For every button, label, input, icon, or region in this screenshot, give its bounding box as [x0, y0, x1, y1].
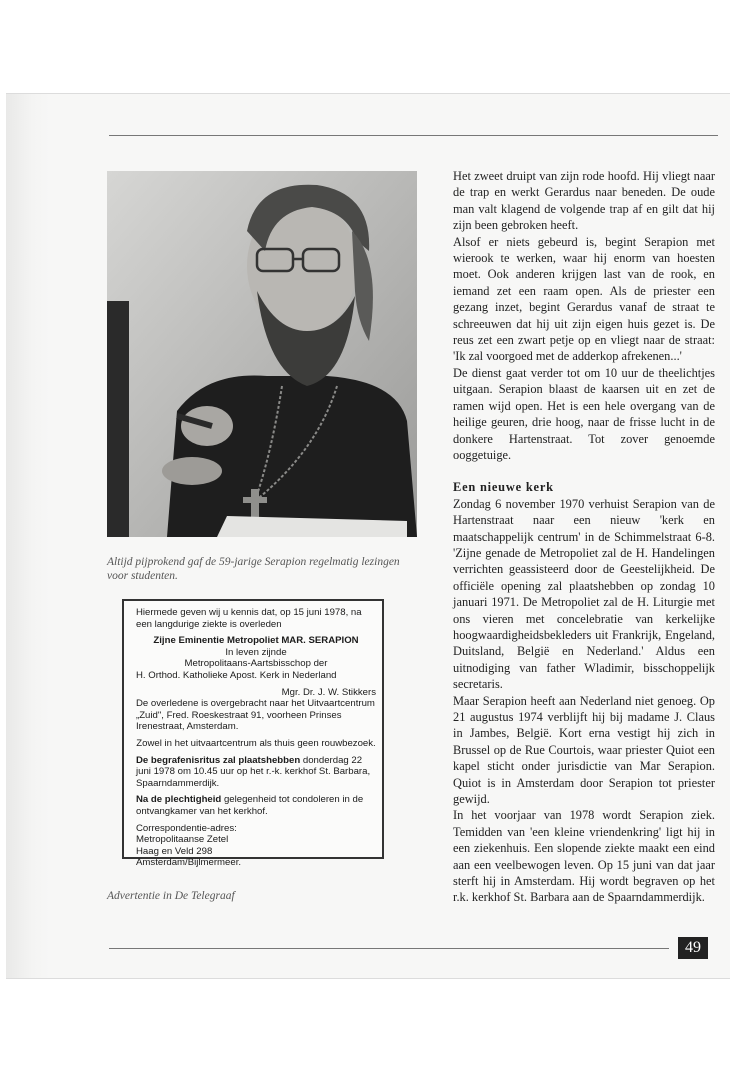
section-heading: Een nieuwe kerk — [453, 480, 554, 495]
ad-funeral-bold: De begrafenisritus zal plaatshebben — [136, 754, 301, 766]
advertisement-caption: Advertentie in De Telegraaf — [107, 890, 235, 902]
bottom-rule — [109, 948, 669, 949]
ad-title-1: In leven zijnde — [225, 646, 287, 658]
book-page — [6, 93, 730, 979]
ad-condolence-rest: gelegenheid tot condoleren in de ontvangkamer van het kerkhof. — [136, 794, 364, 817]
ad-name: Zijne Eminentie Metropoliet MAR. SERAPION — [153, 635, 359, 647]
ad-title-3: H. Orthod. Katholieke Apost. Kerk in Nederland — [136, 669, 337, 681]
ad-intro: Hiermede geven wij u kennis dat, op 15 juni 1978, na een langdurige ziekte is overleden — [136, 607, 362, 630]
ad-corr-2: Haag en Veld 298 — [136, 845, 213, 857]
top-rule — [109, 135, 718, 136]
article-paragraph-3: De dienst gaat verder tot om 10 uur de theelichtjes uitgaan. Serapion blaast de kaarsen uit en zet de ramen wijd open. Het is een hele overgang van de heilige geuren, drie hoog, naar de frisse lucht in de donkere Hartenstraat. Tot zover genoemde ooggetuige. — [453, 365, 715, 462]
page-number: 49 — [678, 937, 708, 959]
ad-corr-3: Amsterdam/Bijlmermeer. — [136, 857, 242, 869]
ad-corr-label: Correspondentie-adres: — [136, 822, 237, 834]
article-paragraph-2: Alsof er niets gebeurd is, begint Serapion met wierook te werken, waar hij enorm van hoesten moet. Ook anderen krijgen last van de rook, en iemand zet een raam open. Als de priester een gezang inzet, begint Gerardus vanaf de straat te schreeuwen dat hij uit zijn eigen huis gezet is. De reus zet een zwart petje op en vliegt naar de straat: 'Ik zal voorgoed met de adderkop afrekenen...' — [453, 234, 715, 364]
ad-condolence-pre: Na de plechtigheid — [136, 794, 222, 806]
ad-signer: Mgr. Dr. J. W. Stikkers — [281, 686, 376, 698]
ad-transfer: De overledene is overgebracht naar het Uitvaartcentrum „Zuid", Fred. Roeskestraat 91, voorheen Prinses Irenestraat, Amsterdam. — [136, 698, 375, 733]
article-paragraph-1: Het zweet druipt van zijn rode hoofd. Hij vliegt naar de trap en werkt Gerardus naar beneden. De oude man valt klagend de volgende trap af en gilt dat hij zijn been gebroken heeft. — [453, 169, 715, 233]
article-paragraph-6: In het voorjaar van 1978 wordt Serapion ziek. Temidden van 'een kleine vriendenkring' ligt hij in een ziekenhuis. Een slopende ziekte maakt een eind aan een veelbewogen leven. Op 15 juni van dat jaar sterft hij in Amsterdam. Hij wordt begraven op het r.k. kerkhof St. Barbara aan de Spaarndammerdijk. — [453, 808, 715, 905]
article-paragraph-5: Maar Serapion heeft aan Nederland niet genoeg. Op 21 augustus 1974 verblijft hij bij madame J. Claus in Jambes, België. Kort erna vestigt hij zich in Brussel op de Rue Courtois, waar priester Quiot een kapel sticht onder jurisdictie van Mar Serapion. Quiot is in Amsterdam door Serapion tot priester gewijd. — [453, 693, 715, 807]
photo-caption: Altijd pijprokend gaf de 59-jarige Serapion regelmatig lezingen voor studenten. — [107, 556, 400, 582]
article-paragraph-4: Zondag 6 november 1970 verhuist Serapion van de Hartenstraat naar een nieuw 'kerk en maatschappelijk centrum' in de Schimmelstraat 6-8. 'Zijne genade de Metropoliet zal de H. Handelingen verrichten geassisteerd door de Geestelijkheid. De officiële opening zal plaatshebben op zondag 10 januari 1971. De Metropoliet zal de H. Liturgie met ons vieren met concelebratie van kerkelijke hoogwaardigheidsbekleders uit Frankrijk, Engeland, Duitsland, België en Nederland.' Aldus een uitnodiging van father Wladimir, bisschoppelijk secretaris. — [453, 496, 715, 692]
ad-funeral-rest: donderdag 22 juni 1978 om 10.45 uur op het r.-k. kerkhof St. Barbara, Spaarndammerdijk. — [136, 754, 371, 789]
ad-visit: Zowel in het uitvaartcentrum als thuis geen rouwbezoek. — [136, 737, 376, 749]
death-notice-advertisement — [122, 599, 384, 869]
ad-corr-1: Metropolitaanse Zetel — [136, 834, 229, 846]
page-spine-shadow — [6, 94, 50, 978]
article-column — [453, 168, 715, 906]
ad-title-2: Metropolitaans-Aartsbisschop der — [184, 658, 328, 670]
photo-serapion — [107, 171, 417, 537]
